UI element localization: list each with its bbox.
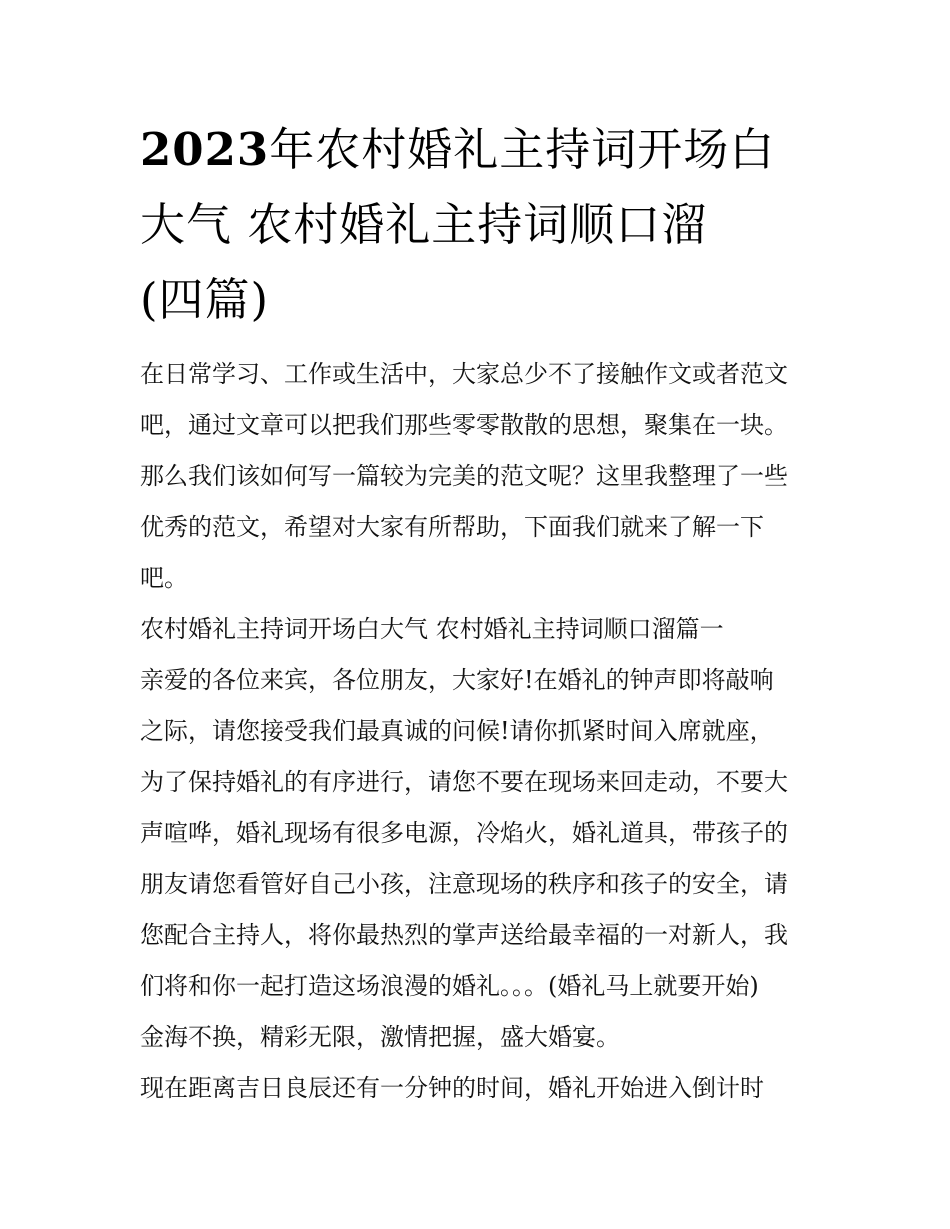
- body-line: 金海不换，精彩无限，激情把握，盛大婚宴。: [140, 1023, 620, 1051]
- body-line: 那么我们该如何写一篇较为完美的范文呢？这里我整理了一些: [140, 462, 788, 490]
- body-line: 吧。: [140, 564, 188, 592]
- body-line: 为了保持婚礼的有序进行，请您不要在现场来回走动，不要大: [140, 768, 788, 796]
- body-line: 朋友请您看管好自己小孩，注意现场的秩序和孩子的安全，请: [140, 870, 788, 898]
- title-line-3: (四篇): [140, 273, 270, 326]
- document-body: [140, 349, 820, 1114]
- title-year: 2023: [140, 123, 270, 176]
- body-line: 亲爱的各位来宾，各位朋友，大家好!在婚礼的钟声即将敲响: [140, 666, 774, 694]
- body-line: 在日常学习、工作或生活中，大家总少不了接触作文或者范文: [140, 360, 788, 388]
- title-line-1: [140, 112, 820, 187]
- body-line: 之际，请您接受我们最真诚的问候!请你抓紧时间入席就座，: [140, 717, 774, 745]
- body-line: 优秀的范文，希望对大家有所帮助，下面我们就来了解一下: [140, 513, 764, 541]
- body-line: 现在距离吉日良辰还有一分钟的时间，婚礼开始进入倒计时: [140, 1074, 764, 1102]
- body-line: 们将和你一起打造这场浪漫的婚礼。。。(婚礼马上就要开始): [140, 972, 759, 1000]
- body-line: 您配合主持人，将你最热烈的掌声送给最幸福的一对新人，我: [140, 921, 788, 949]
- body-line: 声喧哗，婚礼现场有很多电源，冷焰火，婚礼道具，带孩子的: [140, 819, 788, 847]
- title-line-1-text: 年农村婚礼主持词开场白: [269, 123, 776, 176]
- document-title: [140, 112, 820, 337]
- title-line-2: 大气 农村婚礼主持词顺口溜: [140, 198, 708, 251]
- document-content: [140, 112, 820, 1114]
- body-line: 吧，通过文章可以把我们那些零零散散的思想，聚集在一块。: [140, 411, 788, 439]
- section-heading: 农村婚礼主持词开场白大气 农村婚礼主持词顺口溜篇一: [140, 615, 724, 643]
